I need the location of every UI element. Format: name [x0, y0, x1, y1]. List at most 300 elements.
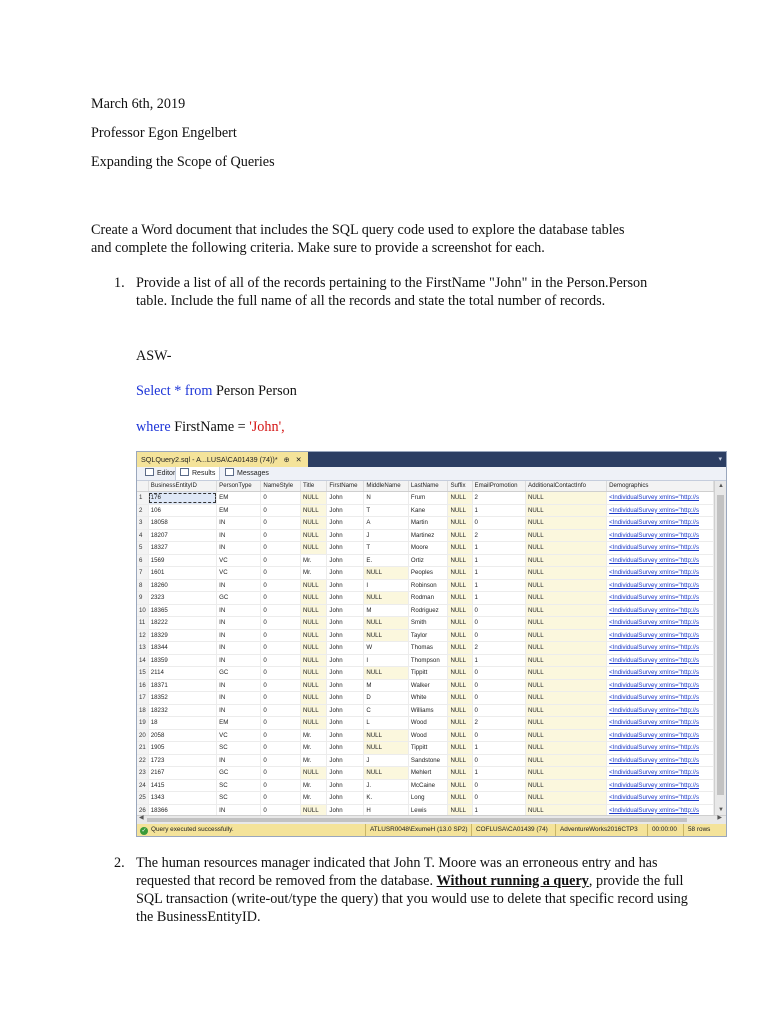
table-cell[interactable]: IN: [217, 517, 261, 530]
table-cell[interactable]: E.: [364, 554, 409, 567]
table-cell[interactable]: NULL: [301, 492, 327, 505]
table-cell[interactable]: Sandstone: [408, 754, 448, 767]
table-cell[interactable]: 1601: [148, 567, 216, 580]
table-cell[interactable]: IN: [217, 692, 261, 705]
table-cell[interactable]: NULL: [526, 642, 607, 655]
table-row[interactable]: [137, 579, 714, 592]
table-cell[interactable]: 1: [472, 592, 526, 605]
table-cell[interactable]: NULL: [448, 554, 472, 567]
table-cell[interactable]: IN: [217, 629, 261, 642]
table-cell[interactable]: 2167: [148, 767, 216, 780]
table-cell[interactable]: NULL: [526, 804, 607, 815]
table-cell[interactable]: NULL: [364, 617, 409, 630]
table-cell[interactable]: Mr.: [301, 554, 327, 567]
table-cell[interactable]: <IndividualSurvey xmlns="http://s: [607, 617, 714, 630]
table-cell[interactable]: Thomas: [408, 642, 448, 655]
horizontal-scrollbar[interactable]: [137, 815, 726, 824]
table-cell[interactable]: NULL: [448, 779, 472, 792]
table-cell[interactable]: IN: [217, 579, 261, 592]
table-cell[interactable]: 0: [472, 667, 526, 680]
table-cell[interactable]: NULL: [301, 767, 327, 780]
table-cell[interactable]: NULL: [448, 667, 472, 680]
table-cell[interactable]: NULL: [448, 529, 472, 542]
table-cell[interactable]: 0: [472, 617, 526, 630]
table-cell[interactable]: John: [327, 704, 364, 717]
table-cell[interactable]: NULL: [526, 717, 607, 730]
tab-messages[interactable]: [221, 467, 273, 480]
table-cell[interactable]: 18329: [148, 629, 216, 642]
table-cell[interactable]: IN: [217, 604, 261, 617]
table-cell[interactable]: <IndividualSurvey xmlns="http://s: [607, 754, 714, 767]
table-cell[interactable]: 0: [261, 729, 301, 742]
table-cell[interactable]: NULL: [526, 617, 607, 630]
table-cell[interactable]: Wood: [408, 717, 448, 730]
table-cell[interactable]: L: [364, 717, 409, 730]
table-cell[interactable]: NULL: [448, 604, 472, 617]
table-cell[interactable]: 2: [472, 717, 526, 730]
table-cell[interactable]: K.: [364, 792, 409, 805]
table-cell[interactable]: NULL: [301, 579, 327, 592]
table-cell[interactable]: Martinez: [408, 529, 448, 542]
table-cell[interactable]: IN: [217, 617, 261, 630]
table-cell[interactable]: John: [327, 717, 364, 730]
table-cell[interactable]: NULL: [526, 779, 607, 792]
table-row[interactable]: [137, 667, 714, 680]
scroll-thumb[interactable]: [717, 495, 724, 795]
table-cell[interactable]: IN: [217, 529, 261, 542]
table-cell[interactable]: Walker: [408, 679, 448, 692]
table-cell[interactable]: NULL: [448, 704, 472, 717]
table-cell[interactable]: NULL: [448, 504, 472, 517]
table-row[interactable]: [137, 592, 714, 605]
scroll-down-icon[interactable]: ▼: [718, 807, 724, 813]
table-cell[interactable]: NULL: [448, 792, 472, 805]
table-cell[interactable]: NULL: [526, 754, 607, 767]
table-cell[interactable]: NULL: [526, 667, 607, 680]
table-cell[interactable]: White: [408, 692, 448, 705]
table-cell[interactable]: John: [327, 617, 364, 630]
table-cell[interactable]: 0: [472, 604, 526, 617]
table-cell[interactable]: John: [327, 629, 364, 642]
table-cell[interactable]: NULL: [448, 717, 472, 730]
table-cell[interactable]: NULL: [301, 542, 327, 555]
table-cell[interactable]: <IndividualSurvey xmlns="http://s: [607, 529, 714, 542]
table-cell[interactable]: <IndividualSurvey xmlns="http://s: [607, 629, 714, 642]
table-cell[interactable]: D: [364, 692, 409, 705]
table-cell[interactable]: NULL: [448, 729, 472, 742]
table-cell[interactable]: NULL: [364, 667, 409, 680]
table-cell[interactable]: 0: [261, 717, 301, 730]
table-cell[interactable]: 2058: [148, 729, 216, 742]
table-cell[interactable]: John: [327, 779, 364, 792]
results-grid[interactable]: [137, 481, 714, 815]
table-cell[interactable]: NULL: [301, 629, 327, 642]
table-cell[interactable]: NULL: [364, 742, 409, 755]
table-cell[interactable]: NULL: [301, 617, 327, 630]
table-cell[interactable]: NULL: [301, 504, 327, 517]
table-cell[interactable]: 1905: [148, 742, 216, 755]
table-row[interactable]: [137, 742, 714, 755]
table-cell[interactable]: 0: [472, 517, 526, 530]
table-cell[interactable]: NULL: [526, 729, 607, 742]
query-tab[interactable]: [137, 452, 308, 467]
table-cell[interactable]: Mr.: [301, 567, 327, 580]
table-cell[interactable]: M: [364, 679, 409, 692]
table-row[interactable]: [137, 779, 714, 792]
table-cell[interactable]: I: [364, 654, 409, 667]
table-cell[interactable]: Long: [408, 792, 448, 805]
table-cell[interactable]: 1: [472, 567, 526, 580]
table-cell[interactable]: NULL: [526, 542, 607, 555]
table-cell[interactable]: 1: [472, 742, 526, 755]
table-cell[interactable]: 1415: [148, 779, 216, 792]
table-cell[interactable]: NULL: [526, 679, 607, 692]
table-cell[interactable]: EM: [217, 717, 261, 730]
table-row[interactable]: [137, 492, 714, 505]
table-cell[interactable]: <IndividualSurvey xmlns="http://s: [607, 679, 714, 692]
table-row[interactable]: [137, 767, 714, 780]
table-cell[interactable]: NULL: [301, 654, 327, 667]
table-cell[interactable]: Mr.: [301, 742, 327, 755]
table-cell[interactable]: GC: [217, 592, 261, 605]
scroll-left-icon[interactable]: ◀: [139, 815, 144, 821]
table-cell[interactable]: 0: [261, 679, 301, 692]
table-cell[interactable]: 0: [261, 567, 301, 580]
table-cell[interactable]: 0: [472, 679, 526, 692]
table-cell[interactable]: <IndividualSurvey xmlns="http://s: [607, 704, 714, 717]
table-cell[interactable]: T: [364, 542, 409, 555]
table-cell[interactable]: Rodriguez: [408, 604, 448, 617]
table-cell[interactable]: Smith: [408, 617, 448, 630]
table-row[interactable]: [137, 629, 714, 642]
table-row[interactable]: [137, 729, 714, 742]
table-cell[interactable]: 0: [261, 704, 301, 717]
table-cell[interactable]: John: [327, 567, 364, 580]
table-cell[interactable]: SC: [217, 792, 261, 805]
table-cell[interactable]: 1: [472, 554, 526, 567]
table-cell[interactable]: GC: [217, 667, 261, 680]
table-cell[interactable]: 18: [148, 717, 216, 730]
table-cell[interactable]: 0: [261, 592, 301, 605]
table-cell[interactable]: 0: [261, 504, 301, 517]
table-cell[interactable]: NULL: [526, 792, 607, 805]
table-cell[interactable]: Mr.: [301, 729, 327, 742]
column-header[interactable]: EmailPromotion: [472, 481, 526, 492]
table-cell[interactable]: NULL: [526, 629, 607, 642]
table-cell[interactable]: 0: [261, 492, 301, 505]
table-cell[interactable]: <IndividualSurvey xmlns="http://s: [607, 729, 714, 742]
table-cell[interactable]: 1: [472, 804, 526, 815]
table-cell[interactable]: H: [364, 804, 409, 815]
table-cell[interactable]: NULL: [526, 654, 607, 667]
table-cell[interactable]: NULL: [301, 642, 327, 655]
table-cell[interactable]: Tippitt: [408, 667, 448, 680]
table-row[interactable]: [137, 604, 714, 617]
table-cell[interactable]: Williams: [408, 704, 448, 717]
table-cell[interactable]: John: [327, 579, 364, 592]
table-cell[interactable]: John: [327, 529, 364, 542]
table-cell[interactable]: 18222: [148, 617, 216, 630]
table-cell[interactable]: McCaine: [408, 779, 448, 792]
table-row[interactable]: [137, 517, 714, 530]
close-icon[interactable]: ✕: [295, 455, 302, 464]
table-cell[interactable]: 18365: [148, 604, 216, 617]
table-cell[interactable]: <IndividualSurvey xmlns="http://s: [607, 517, 714, 530]
table-cell[interactable]: Robinson: [408, 579, 448, 592]
table-cell[interactable]: 18260: [148, 579, 216, 592]
table-cell[interactable]: 1: [472, 767, 526, 780]
table-cell[interactable]: NULL: [364, 567, 409, 580]
table-cell[interactable]: 0: [261, 804, 301, 815]
table-cell[interactable]: T: [364, 504, 409, 517]
table-cell[interactable]: 0: [261, 767, 301, 780]
table-cell[interactable]: John: [327, 692, 364, 705]
table-cell[interactable]: <IndividualSurvey xmlns="http://s: [607, 804, 714, 815]
table-cell[interactable]: 0: [261, 517, 301, 530]
table-cell[interactable]: John: [327, 517, 364, 530]
table-cell[interactable]: Mehlert: [408, 767, 448, 780]
table-cell[interactable]: 0: [261, 779, 301, 792]
table-cell[interactable]: John: [327, 604, 364, 617]
table-row[interactable]: [137, 504, 714, 517]
table-cell[interactable]: John: [327, 792, 364, 805]
table-row[interactable]: [137, 717, 714, 730]
table-cell[interactable]: Lewis: [408, 804, 448, 815]
table-cell[interactable]: NULL: [364, 592, 409, 605]
table-cell[interactable]: NULL: [448, 742, 472, 755]
table-cell[interactable]: <IndividualSurvey xmlns="http://s: [607, 667, 714, 680]
table-cell[interactable]: 1: [472, 542, 526, 555]
table-cell[interactable]: 1343: [148, 792, 216, 805]
table-cell[interactable]: 0: [472, 704, 526, 717]
table-cell[interactable]: NULL: [526, 742, 607, 755]
table-cell[interactable]: SC: [217, 742, 261, 755]
table-cell[interactable]: NULL: [301, 692, 327, 705]
table-cell[interactable]: Peoples: [408, 567, 448, 580]
table-cell[interactable]: NULL: [448, 754, 472, 767]
table-cell[interactable]: John: [327, 492, 364, 505]
table-cell[interactable]: <IndividualSurvey xmlns="http://s: [607, 767, 714, 780]
table-cell[interactable]: <IndividualSurvey xmlns="http://s: [607, 742, 714, 755]
table-cell[interactable]: 1: [472, 654, 526, 667]
table-cell[interactable]: VC: [217, 554, 261, 567]
table-cell[interactable]: <IndividualSurvey xmlns="http://s: [607, 779, 714, 792]
table-cell[interactable]: Moore: [408, 542, 448, 555]
table-cell[interactable]: 1: [472, 579, 526, 592]
table-cell[interactable]: John: [327, 754, 364, 767]
table-cell[interactable]: John: [327, 742, 364, 755]
table-cell[interactable]: <IndividualSurvey xmlns="http://s: [607, 717, 714, 730]
table-row[interactable]: [137, 642, 714, 655]
table-cell[interactable]: NULL: [448, 517, 472, 530]
table-cell[interactable]: Taylor: [408, 629, 448, 642]
table-cell[interactable]: <IndividualSurvey xmlns="http://s: [607, 554, 714, 567]
table-cell[interactable]: 0: [261, 792, 301, 805]
table-cell[interactable]: 0: [472, 629, 526, 642]
table-cell[interactable]: IN: [217, 704, 261, 717]
table-cell[interactable]: NULL: [301, 592, 327, 605]
table-cell[interactable]: J: [364, 529, 409, 542]
table-cell[interactable]: Frum: [408, 492, 448, 505]
table-cell[interactable]: IN: [217, 754, 261, 767]
table-cell[interactable]: 1: [472, 504, 526, 517]
tab-results[interactable]: [175, 467, 220, 480]
table-cell[interactable]: J.: [364, 779, 409, 792]
table-cell[interactable]: NULL: [526, 579, 607, 592]
table-cell[interactable]: GC: [217, 767, 261, 780]
table-cell[interactable]: A: [364, 517, 409, 530]
table-cell[interactable]: <IndividualSurvey xmlns="http://s: [607, 492, 714, 505]
table-cell[interactable]: NULL: [448, 642, 472, 655]
table-cell[interactable]: 18366: [148, 804, 216, 815]
column-header[interactable]: Suffix: [448, 481, 472, 492]
table-cell[interactable]: NULL: [526, 492, 607, 505]
table-cell[interactable]: 2114: [148, 667, 216, 680]
table-cell[interactable]: Wood: [408, 729, 448, 742]
table-cell[interactable]: <IndividualSurvey xmlns="http://s: [607, 604, 714, 617]
table-cell[interactable]: 0: [472, 729, 526, 742]
table-cell[interactable]: Ortiz: [408, 554, 448, 567]
table-cell[interactable]: 0: [472, 792, 526, 805]
table-cell[interactable]: NULL: [301, 717, 327, 730]
table-cell[interactable]: NULL: [526, 529, 607, 542]
column-header[interactable]: NameStyle: [261, 481, 301, 492]
table-cell[interactable]: M: [364, 604, 409, 617]
table-cell[interactable]: NULL: [448, 567, 472, 580]
table-row[interactable]: [137, 567, 714, 580]
table-cell[interactable]: 0: [261, 754, 301, 767]
table-cell[interactable]: 18232: [148, 704, 216, 717]
table-cell[interactable]: NULL: [526, 692, 607, 705]
table-cell[interactable]: IN: [217, 654, 261, 667]
table-cell[interactable]: <IndividualSurvey xmlns="http://s: [607, 692, 714, 705]
table-cell[interactable]: <IndividualSurvey xmlns="http://s: [607, 567, 714, 580]
table-cell[interactable]: John: [327, 642, 364, 655]
table-row[interactable]: [137, 754, 714, 767]
table-cell[interactable]: NULL: [301, 804, 327, 815]
column-header[interactable]: AdditionalContactInfo: [526, 481, 607, 492]
table-cell[interactable]: John: [327, 767, 364, 780]
table-cell[interactable]: John: [327, 729, 364, 742]
table-cell[interactable]: C: [364, 704, 409, 717]
table-cell[interactable]: 1723: [148, 754, 216, 767]
column-header[interactable]: MiddleName: [364, 481, 409, 492]
table-cell[interactable]: Martin: [408, 517, 448, 530]
table-cell[interactable]: NULL: [448, 692, 472, 705]
pin-icon[interactable]: ⊕: [283, 455, 290, 464]
table-cell[interactable]: NULL: [448, 767, 472, 780]
table-row[interactable]: [137, 654, 714, 667]
table-cell[interactable]: J: [364, 754, 409, 767]
column-header[interactable]: FirstName: [327, 481, 364, 492]
table-cell[interactable]: NULL: [301, 517, 327, 530]
table-cell[interactable]: John: [327, 679, 364, 692]
table-cell[interactable]: Kane: [408, 504, 448, 517]
table-cell[interactable]: Mr.: [301, 779, 327, 792]
table-cell[interactable]: 18207: [148, 529, 216, 542]
table-row[interactable]: [137, 617, 714, 630]
scroll-right-icon[interactable]: ▶: [717, 815, 722, 821]
table-cell[interactable]: John: [327, 504, 364, 517]
table-cell[interactable]: NULL: [448, 579, 472, 592]
table-cell[interactable]: NULL: [448, 629, 472, 642]
column-header[interactable]: BusinessEntityID: [148, 481, 216, 492]
table-cell[interactable]: NULL: [526, 554, 607, 567]
table-cell[interactable]: 18359: [148, 654, 216, 667]
table-cell[interactable]: NULL: [526, 604, 607, 617]
table-row[interactable]: [137, 704, 714, 717]
table-cell[interactable]: 0: [261, 579, 301, 592]
table-cell[interactable]: <IndividualSurvey xmlns="http://s: [607, 504, 714, 517]
table-cell[interactable]: 2: [472, 642, 526, 655]
table-cell[interactable]: SC: [217, 779, 261, 792]
table-cell[interactable]: N: [364, 492, 409, 505]
table-cell[interactable]: NULL: [448, 804, 472, 815]
table-cell[interactable]: 0: [261, 742, 301, 755]
table-cell[interactable]: John: [327, 804, 364, 815]
table-cell[interactable]: <IndividualSurvey xmlns="http://s: [607, 642, 714, 655]
table-cell[interactable]: 18352: [148, 692, 216, 705]
table-cell[interactable]: NULL: [364, 729, 409, 742]
table-cell[interactable]: IN: [217, 804, 261, 815]
table-cell[interactable]: <IndividualSurvey xmlns="http://s: [607, 542, 714, 555]
table-cell[interactable]: 2: [472, 492, 526, 505]
table-cell[interactable]: VC: [217, 729, 261, 742]
table-cell[interactable]: John: [327, 554, 364, 567]
table-cell[interactable]: 0: [261, 692, 301, 705]
table-cell[interactable]: NULL: [448, 542, 472, 555]
column-header[interactable]: PersonType: [217, 481, 261, 492]
table-cell[interactable]: 106: [148, 504, 216, 517]
table-cell[interactable]: 0: [261, 654, 301, 667]
table-cell[interactable]: 0: [261, 617, 301, 630]
table-cell[interactable]: 0: [261, 642, 301, 655]
table-cell[interactable]: 18344: [148, 642, 216, 655]
table-cell[interactable]: 2: [472, 529, 526, 542]
table-cell[interactable]: NULL: [448, 592, 472, 605]
table-cell[interactable]: IN: [217, 679, 261, 692]
table-cell[interactable]: NULL: [526, 704, 607, 717]
table-row[interactable]: [137, 542, 714, 555]
table-cell[interactable]: Tippitt: [408, 742, 448, 755]
table-cell[interactable]: NULL: [448, 679, 472, 692]
table-cell[interactable]: 0: [472, 754, 526, 767]
chevron-down-icon[interactable]: ▾: [718, 456, 722, 463]
table-cell[interactable]: 0: [472, 779, 526, 792]
table-cell[interactable]: NULL: [364, 767, 409, 780]
table-cell[interactable]: <IndividualSurvey xmlns="http://s: [607, 654, 714, 667]
table-cell[interactable]: NULL: [301, 704, 327, 717]
table-cell[interactable]: John: [327, 542, 364, 555]
table-cell[interactable]: NULL: [301, 529, 327, 542]
table-row[interactable]: [137, 554, 714, 567]
table-cell[interactable]: NULL: [301, 604, 327, 617]
table-cell[interactable]: 0: [261, 529, 301, 542]
table-cell[interactable]: <IndividualSurvey xmlns="http://s: [607, 579, 714, 592]
table-cell[interactable]: I: [364, 579, 409, 592]
scroll-up-icon[interactable]: ▲: [718, 483, 724, 489]
table-row[interactable]: [137, 679, 714, 692]
table-cell[interactable]: Mr.: [301, 792, 327, 805]
tab-editor[interactable]: [141, 467, 179, 480]
table-cell[interactable]: NULL: [526, 504, 607, 517]
table-cell[interactable]: 18327: [148, 542, 216, 555]
table-cell[interactable]: John: [327, 592, 364, 605]
table-cell[interactable]: IN: [217, 642, 261, 655]
table-cell[interactable]: Thompson: [408, 654, 448, 667]
table-cell[interactable]: NULL: [301, 667, 327, 680]
table-cell[interactable]: NULL: [526, 767, 607, 780]
